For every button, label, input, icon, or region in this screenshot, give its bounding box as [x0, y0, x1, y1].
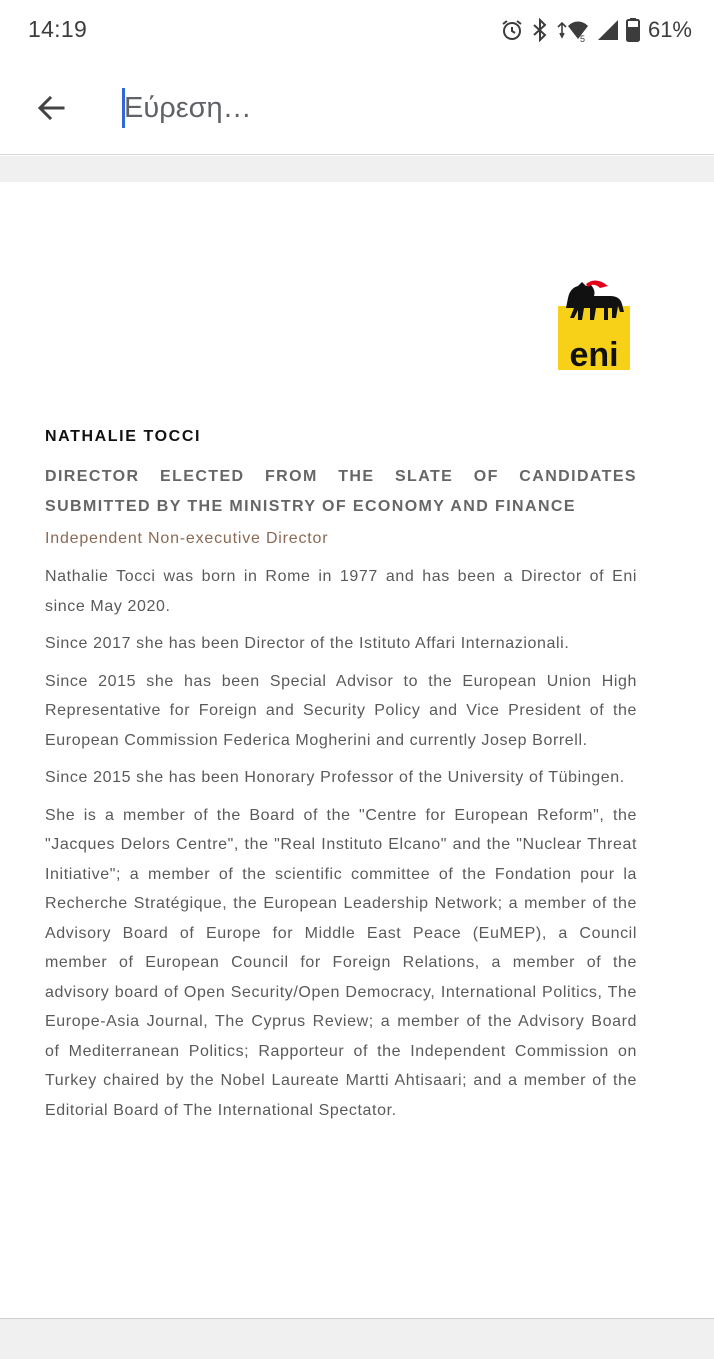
status-icons	[500, 15, 692, 45]
paragraph-memberships: She is a member of the Board of the "Centre for European Reform", the "Jacques Delors Centre", the "Real Instituto Elcano" and the "Nuclear Threat Initiative"; a member of the scientific committee of the Fondation pour la Recherche Stratégique, the European Leadership Network; a member of the Advisory Board of Europe for Middle East Peace (EuMEP), a Council member of European Council for Foreign Relations, a member of the advisory board of Open Security/Open Democracy, International Politics, The Europe-Asia Journal, The Cyprus Review; a member of the Advisory Board of Mediterranean Politics; Rapporteur of the Independent Commission on Turkey chaired by the Nobel Laureate Martti Ahtisaari; and a member of the Editorial Board of The International Spectator.	[45, 806, 637, 1119]
signal-icon	[596, 18, 620, 42]
logo-text: eni	[569, 336, 619, 372]
page-bottom-gap	[0, 1318, 714, 1359]
bluetooth-icon	[530, 18, 550, 42]
battery-percentage: 61%	[647, 17, 692, 42]
role-line-1: DIRECTOR ELECTED FROM THE SLATE OF CANDIDATES	[45, 468, 637, 485]
paragraph-eu-advisor: Since 2015 she has been Special Advisor to the European Union High Representative for Foreign and Security Policy and Vice President of the European Commission Federica Mogherini and currently Josep Borrell.	[45, 672, 637, 749]
document-page[interactable]	[0, 182, 714, 1318]
text-cursor	[122, 88, 125, 128]
wifi-icon	[556, 17, 590, 43]
battery-icon	[626, 18, 640, 42]
page-top-gap	[0, 156, 714, 182]
eni-logo	[556, 278, 634, 372]
svg-text:5: 5	[579, 34, 585, 43]
find-in-page-bar	[0, 60, 714, 155]
person-subtitle: Independent Non-executive Director	[45, 530, 329, 547]
paragraph-iai: Since 2017 she has been Director of the Istituto Affari Internazionali.	[45, 635, 570, 652]
role-line-2: SUBMITTED BY THE MINISTRY OF ECONOMY AND FINANCE	[45, 498, 576, 515]
alarm-icon	[500, 18, 524, 42]
person-role	[45, 462, 637, 522]
back-button[interactable]	[30, 87, 72, 129]
status-time: 14:19	[28, 16, 88, 42]
search-input[interactable]	[122, 84, 662, 132]
paragraph-birth: Nathalie Tocci was born in Rome in 1977 and has been a Director of Eni since May 2020.	[45, 568, 637, 615]
paragraph-tubingen: Since 2015 she has been Honorary Professor of the University of Tübingen.	[45, 769, 625, 786]
status-bar	[0, 0, 714, 60]
arrow-back-icon	[35, 92, 67, 124]
person-name: NATHALIE TOCCI	[45, 428, 202, 445]
biography	[45, 428, 637, 1133]
